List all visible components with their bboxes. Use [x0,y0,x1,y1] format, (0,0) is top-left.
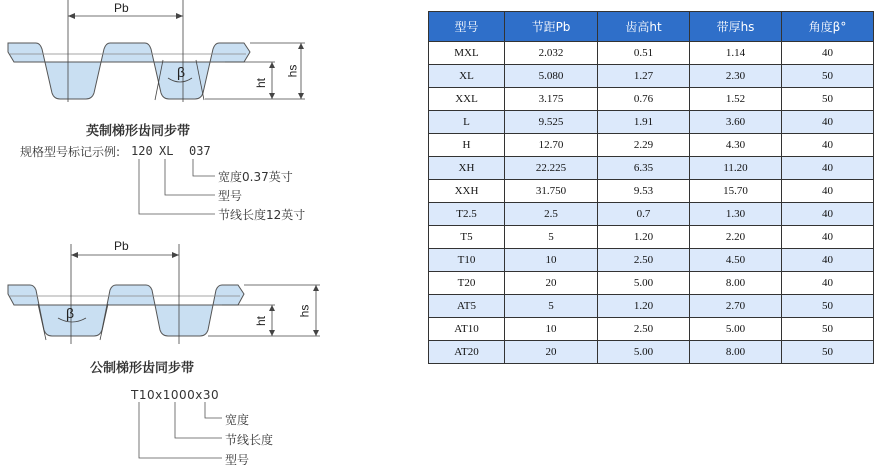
column-header: 齿高ht [598,12,690,42]
table-cell: T5 [429,226,505,249]
table-cell: XXH [429,180,505,203]
table-row [429,134,874,157]
pitch-label: Pb [114,1,129,15]
pitch-label: Pb [114,239,129,253]
table-cell: 5 [505,295,598,318]
table-cell: 40 [782,226,874,249]
ht-label: ht [254,77,269,89]
table-cell: XXL [429,88,505,111]
table-cell: 40 [782,42,874,65]
table-cell: L [429,111,505,134]
beta-label: β [66,305,75,321]
table-cell: XL [429,65,505,88]
table-row [429,180,874,203]
table-cell: 1.27 [598,65,690,88]
table-cell: 40 [782,249,874,272]
table-cell: 10 [505,249,598,272]
table-cell: 0.76 [598,88,690,111]
table-cell: 50 [782,318,874,341]
table-cell: 2.50 [598,249,690,272]
table-cell: 5.00 [598,272,690,295]
diagram-caption: 英制梯形齿同步带 [86,124,191,139]
table-cell: 50 [782,88,874,111]
table-cell: XH [429,157,505,180]
table-cell: 50 [782,295,874,318]
table-cell: T20 [429,272,505,295]
table-row [429,272,874,295]
table-cell: 5.00 [690,318,782,341]
table-cell: 1.52 [690,88,782,111]
metric-code: T10x1000x30 [131,388,220,402]
table-cell: 0.51 [598,42,690,65]
example-code-width: 037 [189,144,211,158]
legend-length: 节线长度12英寸 [218,208,306,222]
table-header-row [429,12,874,42]
table-row [429,42,874,65]
table-cell: 10 [505,318,598,341]
legend-length: 节线长度 [225,433,274,447]
table-cell: 1.14 [690,42,782,65]
table-cell: 3.175 [505,88,598,111]
table-cell: 3.60 [690,111,782,134]
beta-label: β [177,64,186,80]
table-cell: 40 [782,203,874,226]
table-row [429,226,874,249]
table-row [429,88,874,111]
table-cell: 1.30 [690,203,782,226]
table-cell: 2.50 [598,318,690,341]
table-cell: 20 [505,272,598,295]
table-cell: 40 [782,157,874,180]
legend-type: 型号 [218,189,243,203]
table-cell: H [429,134,505,157]
belt-spec-table [428,11,874,364]
table-row [429,111,874,134]
table-cell: 0.7 [598,203,690,226]
table-cell: 20 [505,341,598,364]
table-cell: 4.30 [690,134,782,157]
table-row [429,157,874,180]
table-cell: MXL [429,42,505,65]
table-cell: 1.20 [598,295,690,318]
table-cell: 40 [782,111,874,134]
table-cell: 40 [782,180,874,203]
table-cell: AT20 [429,341,505,364]
table-cell: 40 [782,272,874,295]
metric-leader-lines [0,0,330,472]
table-cell: T10 [429,249,505,272]
table-cell: 9.53 [598,180,690,203]
table-cell: 9.525 [505,111,598,134]
table-cell: 2.5 [505,203,598,226]
legend-width: 宽度 [225,413,250,427]
table-cell: 8.00 [690,341,782,364]
legend-type: 型号 [225,453,250,467]
diagram-caption: 公制梯形齿同步带 [90,361,195,376]
table-cell: 15.70 [690,180,782,203]
table-cell: 5.080 [505,65,598,88]
table-row [429,295,874,318]
example-prefix: 规格型号标记示例: [20,145,121,159]
table-cell: 8.00 [690,272,782,295]
table-cell: 12.70 [505,134,598,157]
column-header: 带厚hs [690,12,782,42]
table-row [429,318,874,341]
legend-width: 宽度0.37英寸 [218,170,293,184]
table-cell: 50 [782,341,874,364]
table-cell: 2.29 [598,134,690,157]
table-cell: 50 [782,65,874,88]
table-cell: 2.20 [690,226,782,249]
table-cell: 5.00 [598,341,690,364]
table-cell: 1.20 [598,226,690,249]
table-row [429,249,874,272]
table-cell: AT5 [429,295,505,318]
table-cell: T2.5 [429,203,505,226]
table-row [429,65,874,88]
table-cell: 22.225 [505,157,598,180]
table-cell: 5 [505,226,598,249]
hs-label: hs [285,64,300,78]
table-cell: 2.032 [505,42,598,65]
column-header: 节距Pb [505,12,598,42]
table-row [429,203,874,226]
table-cell: 31.750 [505,180,598,203]
hs-label: hs [297,304,312,318]
example-code-type: XL [159,144,174,158]
column-header: 型号 [429,12,505,42]
table-cell: 6.35 [598,157,690,180]
table-cell: 2.30 [690,65,782,88]
column-header: 角度β° [782,12,874,42]
ht-label: ht [254,315,269,327]
example-code-length: 120 [131,144,153,158]
table-cell: 1.91 [598,111,690,134]
table-cell: 40 [782,134,874,157]
table-cell: 4.50 [690,249,782,272]
table-cell: AT10 [429,318,505,341]
table-row [429,341,874,364]
table-cell: 2.70 [690,295,782,318]
table-cell: 11.20 [690,157,782,180]
